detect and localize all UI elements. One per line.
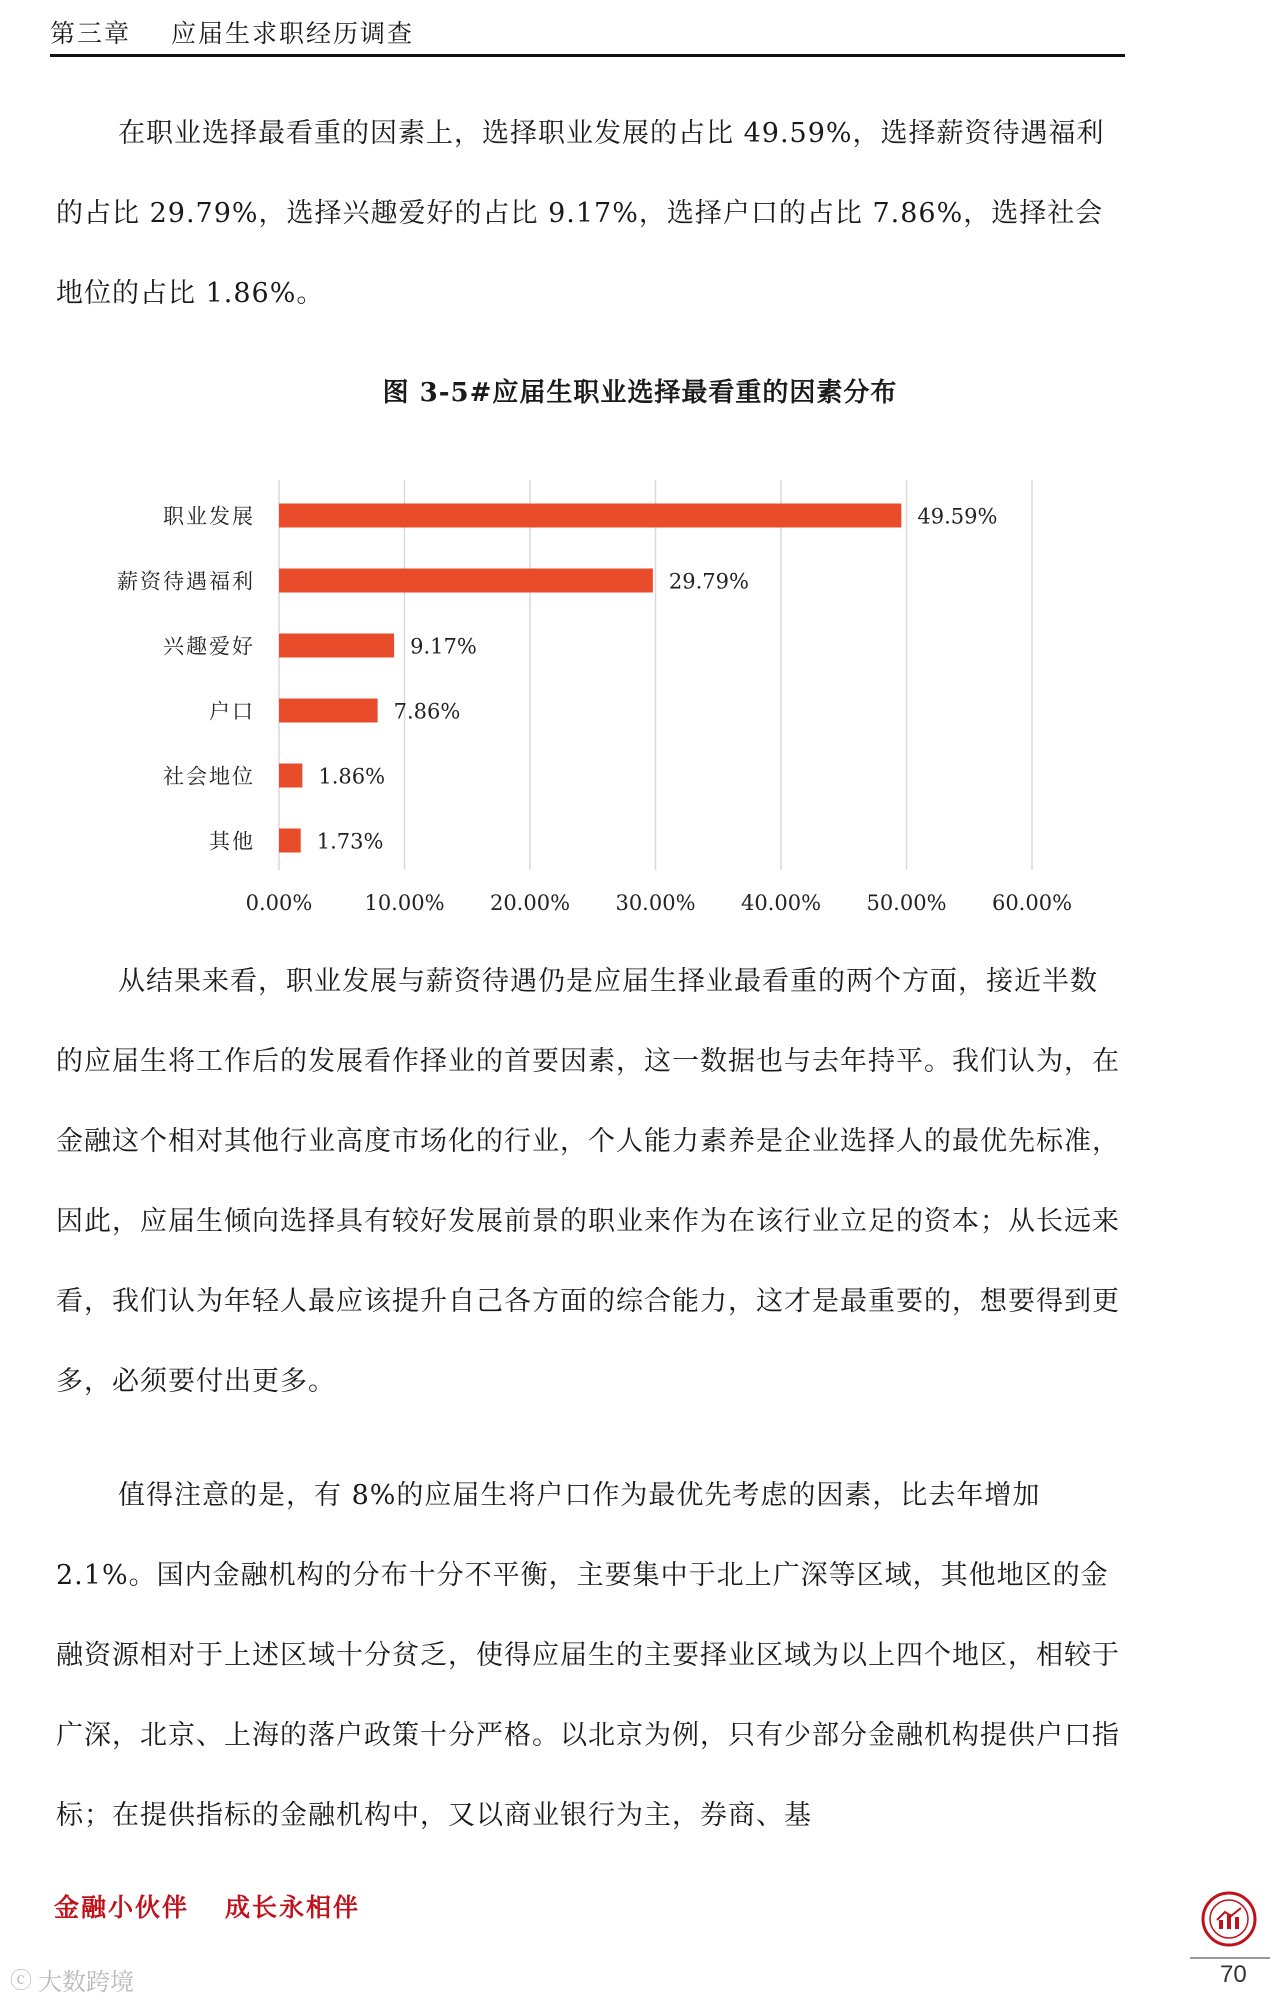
- paragraph-1: [56, 94, 1124, 334]
- figure-title: 图 3-5#应届生职业选择最看重的因素分布: [382, 378, 898, 408]
- bar-chart: [0, 470, 1280, 930]
- category-label: 薪资待遇福利: [117, 569, 255, 594]
- running-header: [50, 10, 1125, 57]
- x-tick-label: 0.00%: [245, 891, 313, 915]
- watermark: [10, 1962, 134, 1997]
- x-tick-label: 60.00%: [991, 891, 1073, 915]
- x-tick-label: 20.00%: [489, 891, 571, 915]
- footer-rule: [1190, 1957, 1270, 1959]
- slogan-part-2: 成长永相伴: [225, 1893, 361, 1922]
- bar: [279, 634, 394, 658]
- bar: [279, 504, 901, 528]
- category-label: 职业发展: [163, 504, 255, 529]
- chapter-title: 应届生求职经历调查: [171, 19, 415, 48]
- value-label: 1.86%: [318, 764, 386, 789]
- category-label: 其他: [209, 829, 255, 854]
- paragraph-1-text: 在职业选择最看重的因素上，选择职业发展的占比 49.59%，选择薪资待遇福利的占比 29.79%，选择兴趣爱好的占比 9.17%，选择户口的占比 7.86%，选择社会地位的占比 1.86%。: [56, 118, 1105, 309]
- x-tick-label: 30.00%: [615, 891, 696, 915]
- paragraph-3-text: 值得注意的是，有 8%的应届生将户口作为最优先考虑的因素，比去年增加 2.1%。国内金融机构的分布十分不平衡，主要集中于北上广深等区域，其他地区的金融资源相对于上述区域十分贫乏，使得应届生的主要择业区域为以上四个地区，相较于广深，北京、上海的落户政策十分严格。以北京为例，只有少部分金融机构提供户口指标；在提供指标的金融机构中，又以商业银行为主，券商、基: [56, 1480, 1120, 1831]
- chapter-label: 第三章: [50, 19, 132, 48]
- x-tick-label: 40.00%: [740, 891, 822, 915]
- value-label: 29.79%: [668, 569, 749, 594]
- bar: [279, 764, 302, 788]
- value-label: 9.17%: [410, 634, 477, 659]
- value-label: 49.59%: [917, 504, 998, 529]
- finance-seal-logo-icon: [1200, 1890, 1258, 1948]
- watermark-logo-icon: ⓒ: [10, 1969, 33, 1994]
- value-label: 1.73%: [316, 829, 384, 854]
- footer-slogan: [54, 1888, 396, 1924]
- x-tick-label: 50.00%: [866, 891, 947, 915]
- category-label: 社会地位: [163, 764, 255, 789]
- category-label: 户口: [209, 699, 255, 724]
- value-label: 7.86%: [393, 699, 461, 724]
- paragraph-2: [56, 942, 1124, 1422]
- bar: [279, 569, 653, 593]
- paragraph-3: [56, 1456, 1124, 1856]
- paragraph-2-text: 从结果来看，职业发展与薪资待遇仍是应届生择业最看重的两个方面，接近半数的应届生将工作后的发展看作择业的首要因素，这一数据也与去年持平。我们认为，在金融这个相对其他行业高度市场化的行业，个人能力素养是企业选择人的最优先标准，因此，应届生倾向选择具有较好发展前景的职业来作为在该行业立足的资本；从长远来看，我们认为年轻人最应该提升自己各方面的综合能力，这才是最重要的，想要得到更多，必须要付出更多。: [56, 966, 1120, 1397]
- slogan-part-1: 金融小伙伴: [54, 1893, 190, 1922]
- category-label: 兴趣爱好: [163, 634, 255, 659]
- bar: [279, 829, 301, 853]
- bar: [279, 699, 378, 723]
- x-tick-label: 10.00%: [364, 891, 445, 915]
- watermark-text: 大数跨境: [38, 1968, 135, 1996]
- page-number: 70: [1220, 1961, 1247, 1988]
